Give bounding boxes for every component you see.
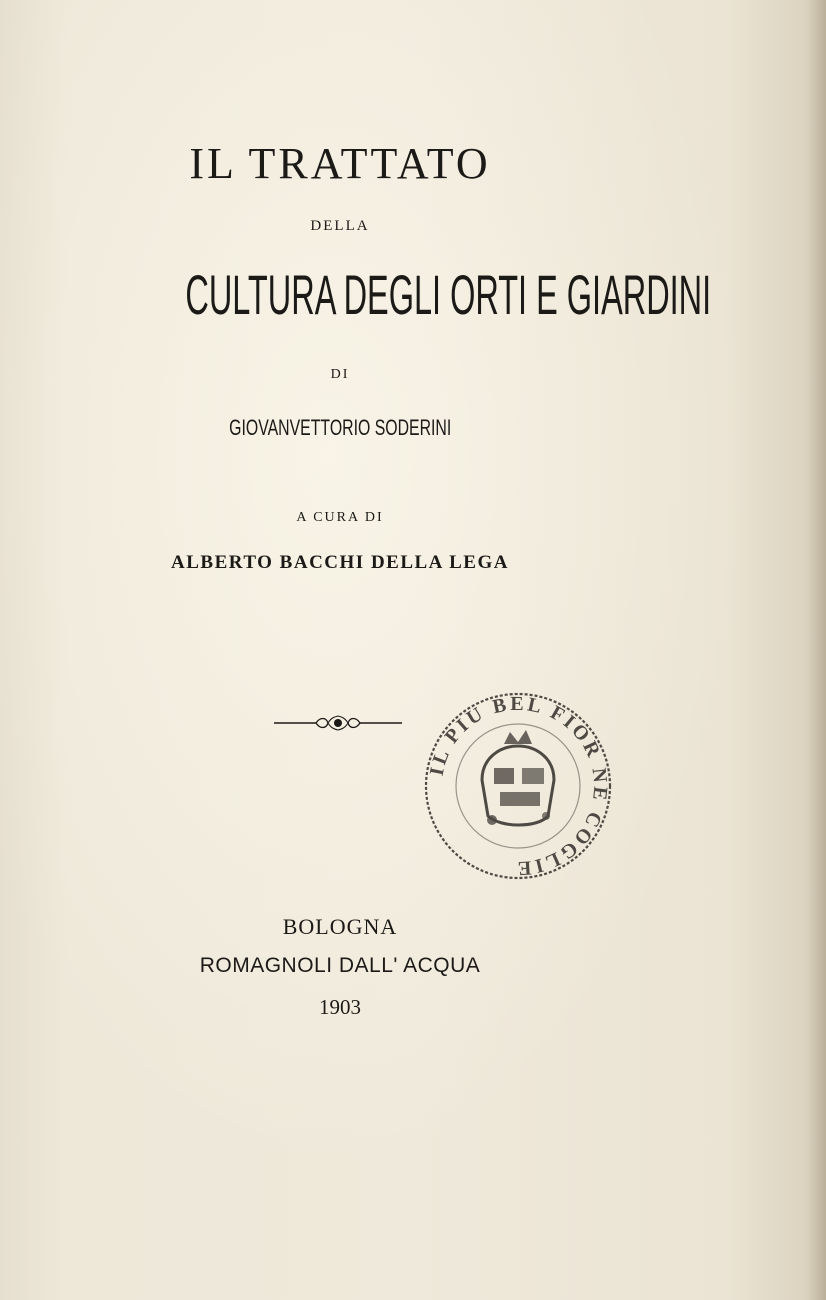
editor-connector: A CURA DI [296, 510, 384, 525]
author-name [0, 415, 680, 441]
publication-year: 1903 [319, 995, 361, 1019]
publisher-name: ROMAGNOLI DALL' ACQUA [199, 954, 481, 977]
main-title: IL TRATTATO [189, 139, 491, 188]
title-connector: DELLA [310, 218, 370, 234]
stamp-emblem [482, 730, 554, 825]
author-connector: DI [330, 367, 350, 382]
library-stamp [420, 688, 616, 884]
subject-title-text: CULTURA DEGLI ORTI E GIARDINI [185, 263, 712, 326]
editor-name: ALBERTO BACCHI DELLA LEGA [171, 552, 509, 573]
publication-city: BOLOGNA [282, 914, 398, 939]
subject-title [0, 262, 712, 327]
author-name-text: GIOVANVETTORIO SODERINI [228, 415, 452, 440]
fleuron-icon [272, 712, 404, 734]
page-edge-shadow [808, 0, 826, 1300]
stamp-motto: IL PIU BEL FIOR NE COGLIE [425, 692, 612, 880]
